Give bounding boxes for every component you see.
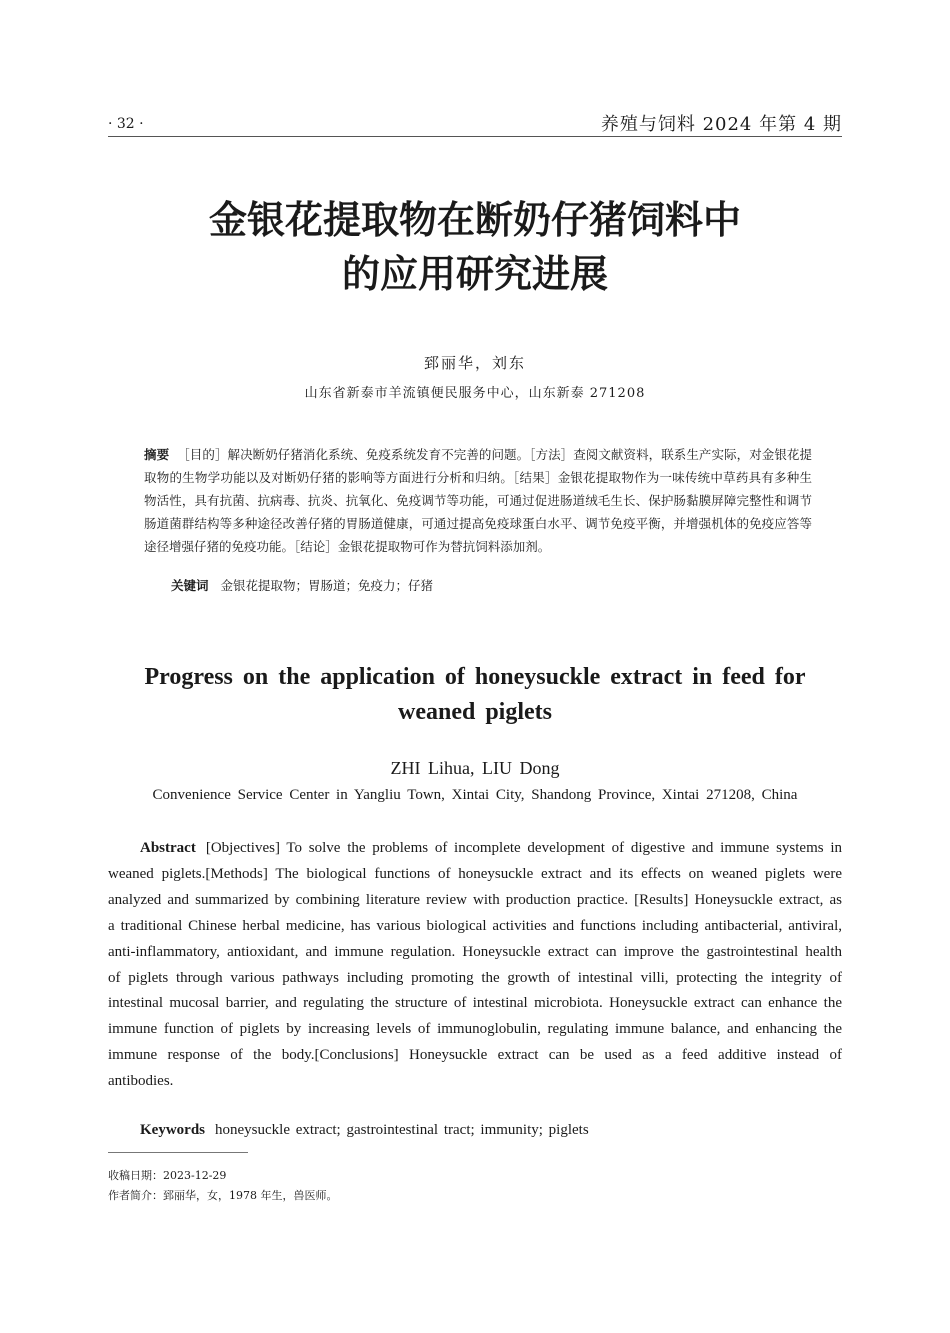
abstract-cn — [144, 443, 812, 558]
authors-cn: 郅丽华，刘东 — [423, 354, 526, 372]
authors-en: ZHI Lihua, LIU Dong — [390, 758, 560, 778]
abstract-en — [108, 836, 842, 1095]
keywords-cn-text: 金银花提取物；胃肠道；免疫力；仔猪 — [220, 578, 434, 593]
footnote-author-bio: 作者简介：郅丽华，女，1978 年生，兽医师。 — [108, 1189, 338, 1202]
keywords-en-label: Keywords — [140, 1122, 205, 1138]
abstract-en-text: [Objectives] To solve the problems of incomplete development of digestive and immune systems in weaned piglets.[Methods] The biological functions of honeysuckle extract and its effects on weaned piglets were analyzed and summarized by combining literature review with production practice. [Results] Honeysuckle extract, as a traditional Chinese herbal medicine, has various biological activities and functions including antibacterial, antiviral, anti-inflammatory, antioxidant, and immune regulation. Honeysuckle extract can improve the gastrointestinal health of piglets through various pathways including promoting the growth of intestinal villi, protecting the integrity of intestinal mucosal barrier, and regulating the structure of intestinal microbiota. Honeysuckle extract can enhance the immune function of piglets by increasing levels of immunoglobulin, regulating immune balance, and enhancing the immune response of the body.[Conclusions] Honeysuckle extract can be used as a feed additive instead of antibodies. — [108, 840, 842, 1090]
keywords-en-text: honeysuckle extract; gastrointestinal tract; immunity; piglets — [215, 1122, 589, 1138]
title-cn-line-1: 金银花提取物在断奶仔猪饲料中 — [208, 198, 741, 242]
keywords-cn — [171, 576, 433, 594]
page-number: · 32 · — [108, 116, 144, 132]
footnote-divider — [108, 1152, 248, 1153]
abstract-en-label: Abstract — [140, 840, 196, 856]
abstract-cn-label: 摘要 — [144, 447, 170, 462]
title-en-line-1: Progress on the application of honeysuckle extract in feed for — [144, 664, 806, 690]
abstract-cn-text: ［目的］解决断奶仔猪消化系统、免疫系统发育不完善的问题。［方法］查阅文献资料，联系生产实际，对金银花提取物的生物学功能以及对断奶仔猪的影响等方面进行分析和归纳。［结果］金银花提取物作为一味传统中草药具有多种生物活性，具有抗菌、抗病毒、抗炎、抗氧化、免疫调节等功能，可通过促进肠道绒毛生长、保护肠黏膜屏障完整性和调节肠道菌群结构等多种途径改善仔猪的胃肠道健康，可通过提高免疫球蛋白水平、调节免疫平衡，并增强机体的免疫应答等途径增强仔猪的免疫功能。［结论］金银花提取物可作为替抗饲料添加剂。 — [144, 447, 812, 554]
header-divider — [108, 136, 842, 137]
title-en-line-2: weaned piglets — [398, 699, 552, 725]
keywords-cn-label: 关键词 — [171, 578, 209, 593]
affiliation-cn: 山东省新泰市羊流镇便民服务中心，山东新泰 271208 — [304, 386, 646, 401]
keywords-en — [140, 1122, 589, 1139]
journal-issue: 养殖与饲料 2024 年第 4 期 — [600, 114, 842, 135]
affiliation-en: Convenience Service Center in Yangliu Town, Xintai City, Shandong Province, Xintai 271208, China — [152, 787, 798, 803]
footnote-received: 收稿日期：2023-12-29 — [108, 1169, 227, 1182]
title-cn-line-2: 的应用研究进展 — [341, 252, 608, 296]
